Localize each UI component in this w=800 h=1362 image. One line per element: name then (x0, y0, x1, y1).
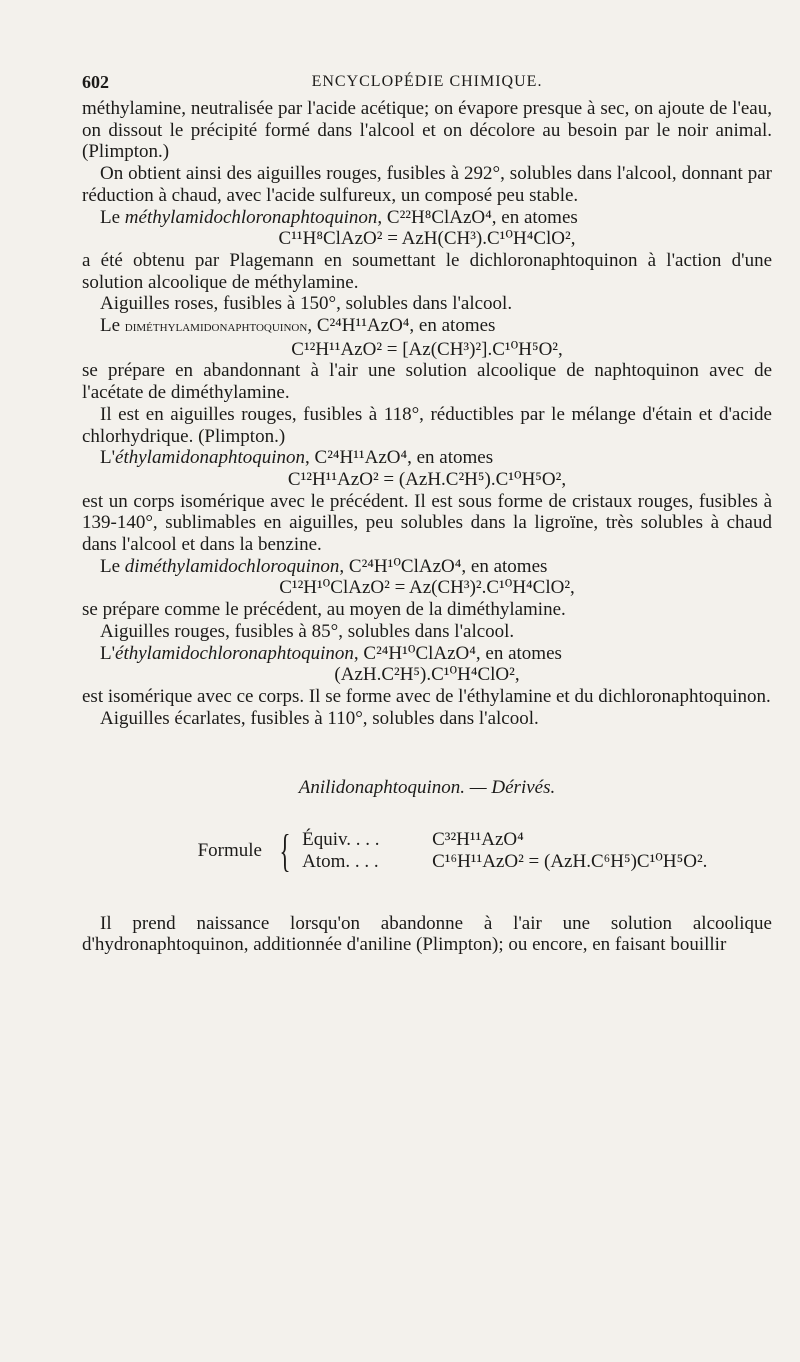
page-header (82, 72, 772, 96)
paragraph: On obtient ainsi des aiguilles rouges, fusibles à 292°, solubles dans l'alcool, donnant par réduction à chaud, avec l'acide sulfureux, un composé peu stable. (82, 163, 772, 206)
paragraph: est un corps isomérique avec le précédent. Il est sous forme de cristaux rouges, fusibles à 139-140°, sublimables en aiguilles, peu solubles dans la ligroïne, très solubles à chaud dans l'alcool et dans la benzine. (82, 490, 772, 556)
running-title: ENCYCLOPÉDIE CHIMIQUE. (311, 73, 543, 90)
paragraph: est isomérique avec ce corps. Il se forme avec de l'éthylamine et du dichloronaphtoquinon. (82, 685, 771, 707)
formula-line: C¹²H¹¹AzO² = (AzH.C²H⁵).C¹⁰H⁵O², (287, 468, 567, 490)
paragraph: méthylamine, neutralisée par l'acide acétique; on évapore presque à sec, on ajoute de l'eau, on dissout le précipité formé dans l'alcool et on décolore au besoin par le noir animal. (Plimpton.) (82, 98, 772, 163)
formula-line: C¹²H¹⁰ClAzO² = Az(CH³)².C¹⁰H⁴ClO², (279, 577, 575, 599)
paragraph: Aiguilles rouges, fusibles à 85°, solubles dans l'alcool. (100, 620, 515, 642)
formula-key: Atom. . . . (302, 850, 379, 872)
compound-formula: C²⁴H¹⁰ClAzO⁴ (363, 642, 476, 664)
intro-suffix: , en atomes (461, 555, 548, 577)
compound-name: diméthylamidochloroquinon (124, 555, 340, 577)
compound-name: méthylamidochloronaphtoquinon (124, 206, 378, 228)
formula-line: C¹²H¹¹AzO² = [Az(CH³)²].C¹⁰H⁵O², (291, 338, 563, 360)
paragraph: a été obtenu par Plagemann en soumettant le dichloronaphtoquinon à l'action d'une solution alcoolique de méthylamine. (82, 249, 772, 293)
intro-suffix: , en atomes (491, 206, 578, 228)
compound-name: éthylamidonaphtoquinon (115, 447, 306, 469)
compound-intro: Le diméthylamidonaphtoquinon, C²⁴H¹¹AzO⁴, en atomes (100, 315, 496, 337)
formula-row (302, 829, 707, 851)
compound-formula: C²⁴H¹⁰ClAzO⁴ (348, 555, 462, 577)
paragraph: se prépare comme le précédent, au moyen de la diméthylamine. (82, 599, 566, 621)
paragraph: Il prend naissance lorsqu'on abandonne à l'air une solution alcoolique d'hydronaphtoquinon, additionnée d'aniline (Plimpton); ou encore, en faisant bouillir (82, 912, 772, 956)
intro-prefix: Le (100, 206, 125, 228)
compound-intro: L'éthylamidonaphtoquinon, C²⁴H¹¹AzO⁴, en atomes (100, 447, 494, 469)
intro-prefix: Le (100, 315, 125, 337)
body-text (82, 98, 772, 956)
compound-intro: Le méthylamidochloronaphtoquinon, C²²H⁸ClAzO⁴, en atomes (100, 206, 578, 228)
intro-prefix: L' (100, 447, 116, 469)
compound-name: éthylamidochloronaphtoquinon (115, 642, 354, 664)
intro-suffix: , en atomes (407, 447, 494, 469)
formula-block (142, 824, 772, 876)
compound-name: diméthylamidonaphtoquinon (124, 319, 308, 336)
section-title: Anilidonaphtoquinon. — Dérivés. (298, 777, 556, 799)
brace: { (279, 824, 291, 876)
compound-formula: C²⁴H¹¹AzO⁴ (314, 447, 408, 469)
page-number: 602 (82, 72, 109, 92)
paragraph: Il est en aiguilles rouges, fusibles à 118°, réductibles par le mélange d'étain et d'acide chlorhydrique. (Plimpton.) (82, 403, 772, 447)
intro-suffix: , en atomes (475, 642, 562, 664)
compound-intro: L'éthylamidochloronaphtoquinon, C²⁴H¹⁰ClAzO⁴, en atomes (100, 642, 562, 664)
paragraph: se prépare en abandonnant à l'air une solution alcoolique de naphtoquinon avec de l'acétate de diméthylamine. (82, 360, 772, 404)
formula-key: Équiv. . . . (302, 829, 380, 851)
formula-rows (302, 829, 707, 872)
paragraph: Aiguilles roses, fusibles à 150°, solubles dans l'alcool. (100, 293, 513, 315)
compound-formula: C²²H⁸ClAzO⁴ (386, 206, 492, 228)
formula-value: C³²H¹¹AzO⁴ (432, 829, 524, 851)
formula-line: C¹¹H⁸ClAzO² = AzH(CH³).C¹⁰H⁴ClO², (278, 228, 576, 250)
formula-label: Formule (197, 839, 262, 861)
intro-prefix: Le (100, 555, 125, 577)
formula-line: (AzH.C²H⁵).C¹⁰H⁴ClO², (334, 664, 520, 686)
intro-suffix: , en atomes (409, 315, 496, 337)
compound-formula: C²⁴H¹¹AzO⁴ (316, 315, 410, 337)
intro-prefix: L' (100, 642, 116, 664)
compound-intro: Le diméthylamidochloroquinon, C²⁴H¹⁰ClAzO⁴, en atomes (100, 555, 548, 577)
formula-value: C¹⁶H¹¹AzO² = (AzH.C⁶H⁵)C¹⁰H⁵O². (432, 850, 708, 872)
paragraph: Aiguilles écarlates, fusibles à 110°, solubles dans l'alcool. (100, 707, 539, 729)
formula-row (302, 851, 707, 873)
